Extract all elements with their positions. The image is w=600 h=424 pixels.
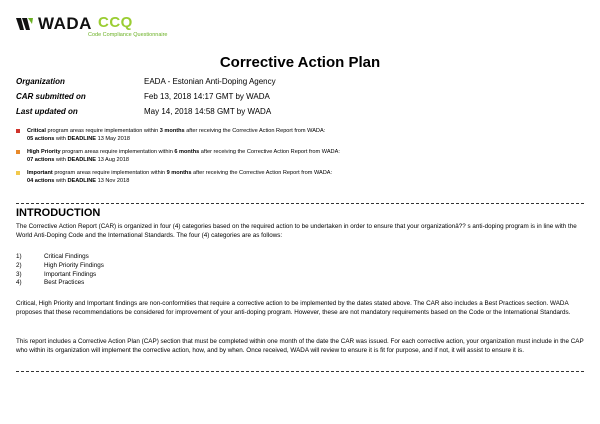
list-item-label: High Priority Findings xyxy=(44,261,104,269)
priority-period: 9 months xyxy=(166,170,192,176)
priority-period: 3 months xyxy=(159,128,185,134)
section-divider-top xyxy=(16,203,584,204)
priority-deadline-label: DEADLINE xyxy=(67,157,97,163)
priority-text-b: after receiving the Corrective Action Report from WADA: xyxy=(199,149,340,155)
intro-paragraph-2: Critical, High Priority and Important findings are non-conformities that require a corrective action to be implemented by the dates stated above. The CAR also includes a Best Practices section. WADA proposes that these recommendations be considered for improvement of your anti-doping program. However, these are not mandatory requirements based on the Code or the International Standards. xyxy=(16,300,571,316)
priority-text-a: program areas require implementation within xyxy=(52,170,167,176)
logo-subtitle: Code Compliance Questionnaire xyxy=(88,32,168,38)
priority-count: 07 actions xyxy=(27,157,55,163)
info-value: Feb 13, 2018 14:17 GMT by WADA xyxy=(144,92,270,101)
section-heading-introduction: INTRODUCTION xyxy=(16,207,101,219)
list-item-label: Important Findings xyxy=(44,270,97,278)
priority-text-a: program areas require implementation within xyxy=(45,128,160,134)
priority-text-a: program areas require implementation within xyxy=(60,149,175,155)
priority-with: with xyxy=(54,157,68,163)
priority-color-square-icon xyxy=(16,150,20,154)
priority-text-b: after receiving the Corrective Action Report from WADA: xyxy=(184,128,326,134)
priority-period: 6 months xyxy=(174,149,200,155)
info-value: May 14, 2018 14:58 GMT by WADA xyxy=(144,107,272,116)
list-item-number: 4) xyxy=(16,279,22,287)
info-label: Organization xyxy=(16,77,65,86)
logo-brand-text: WADA xyxy=(38,14,92,33)
priority-count: 05 actions xyxy=(27,136,55,142)
info-value: EADA - Estonian Anti-Doping Agency xyxy=(144,77,276,86)
priority-count: 04 actions xyxy=(27,178,55,184)
priority-deadline: 13 May 2018 xyxy=(96,136,130,142)
logo-product-text: CCQ xyxy=(98,14,133,31)
wada-logo-mark-icon xyxy=(16,16,36,34)
info-label: CAR submitted on xyxy=(16,92,86,101)
priority-deadline: 13 Aug 2018 xyxy=(96,157,130,163)
priority-color-square-icon xyxy=(16,129,20,133)
priority-deadline-label: DEADLINE xyxy=(67,136,97,142)
intro-paragraph-1: The Corrective Action Report (CAR) is organized in four (4) categories based on the required action to be undertaken in order to ensure that your organizationâ?? s anti-doping program is in line with the World Anti-Doping Code and the International Standards. The four (4) categories are as follows: xyxy=(16,223,577,239)
list-item-label: Best Practices xyxy=(44,279,85,287)
info-label: Last updated on xyxy=(16,107,78,116)
priority-with: with xyxy=(54,136,68,142)
intro-paragraph-3: This report includes a Corrective Action Plan (CAP) section that must be completed within one month of the date the CAR was issued. For each corrective action, your organization must include in the CAP who within its organization will implement the corrective action, how, and by when. Once received, WADA will review to ensure it is fit for purpose, and if not, it will assist to ensure it is. xyxy=(16,338,584,354)
priority-text-b: after receiving the Corrective Action Report from WADA: xyxy=(191,170,333,176)
priority-with: with xyxy=(54,178,68,184)
priority-deadline: 13 Nov 2018 xyxy=(96,178,130,184)
list-item-number: 1) xyxy=(16,253,22,260)
priority-deadline-label: DEADLINE xyxy=(67,178,97,184)
section-divider-bottom xyxy=(16,371,584,372)
priority-text xyxy=(27,148,587,164)
priority-name: High Priority xyxy=(27,149,61,155)
list-item-number: 2) xyxy=(16,261,22,269)
page-title: Corrective Action Plan xyxy=(219,54,381,71)
priority-name: Critical xyxy=(27,128,46,134)
priority-text xyxy=(27,127,587,143)
list-item-label: Critical Findings xyxy=(44,253,89,260)
priority-name: Important xyxy=(27,170,53,176)
priority-text xyxy=(27,169,587,185)
priority-color-square-icon xyxy=(16,171,20,175)
list-item-number: 3) xyxy=(16,270,22,278)
